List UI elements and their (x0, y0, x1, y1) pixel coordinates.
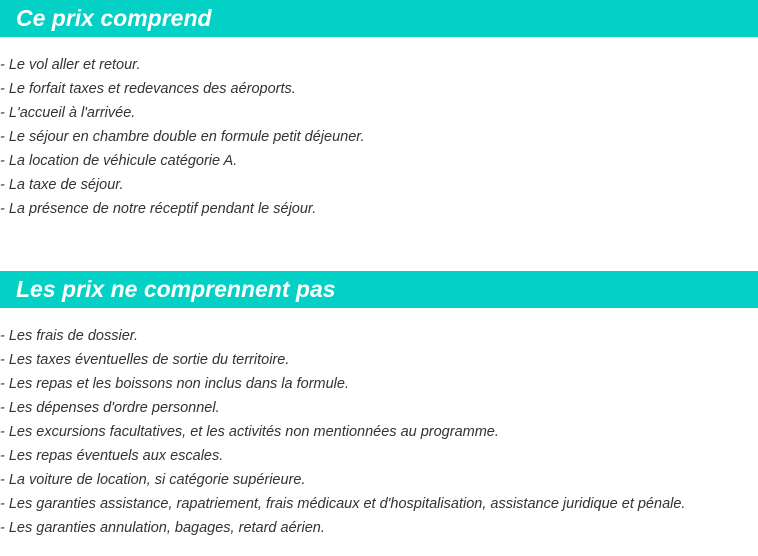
excluded-item: - Les garanties assistance, rapatriement, frais médicaux et d'hospitalisation, assistance juridique et pénale. (0, 496, 686, 512)
excluded-item: - Les repas éventuels aux escales. (0, 448, 224, 464)
included-item: - Le séjour en chambre double en formule petit déjeuner. (0, 129, 365, 145)
excluded-item: - Les garanties annulation, bagages, retard aérien. (0, 520, 325, 536)
excluded-item: - Les excursions facultatives, et les activités non mentionnées au programme. (0, 424, 499, 440)
included-item: - Le forfait taxes et redevances des aéroports. (0, 81, 296, 97)
included-section-header: Ce prix comprend (0, 0, 758, 37)
included-item: - La location de véhicule catégorie A. (0, 153, 238, 169)
included-item: - La présence de notre réceptif pendant le séjour. (0, 201, 317, 217)
excluded-item: - La voiture de location, si catégorie supérieure. (0, 472, 306, 488)
excluded-item: - Les repas et les boissons non inclus dans la formule. (0, 376, 349, 392)
included-item: - L'accueil à l'arrivée. (0, 105, 136, 121)
included-item: - Le vol aller et retour. (0, 57, 141, 73)
included-items-list (0, 53, 365, 221)
excluded-item: - Les frais de dossier. (0, 328, 139, 344)
excluded-item: - Les taxes éventuelles de sortie du territoire. (0, 352, 290, 368)
excluded-item: - Les dépenses d'ordre personnel. (0, 400, 220, 416)
included-item: - La taxe de séjour. (0, 177, 124, 193)
excluded-section-header: Les prix ne comprennent pas (0, 271, 758, 308)
excluded-items-list (0, 324, 685, 540)
